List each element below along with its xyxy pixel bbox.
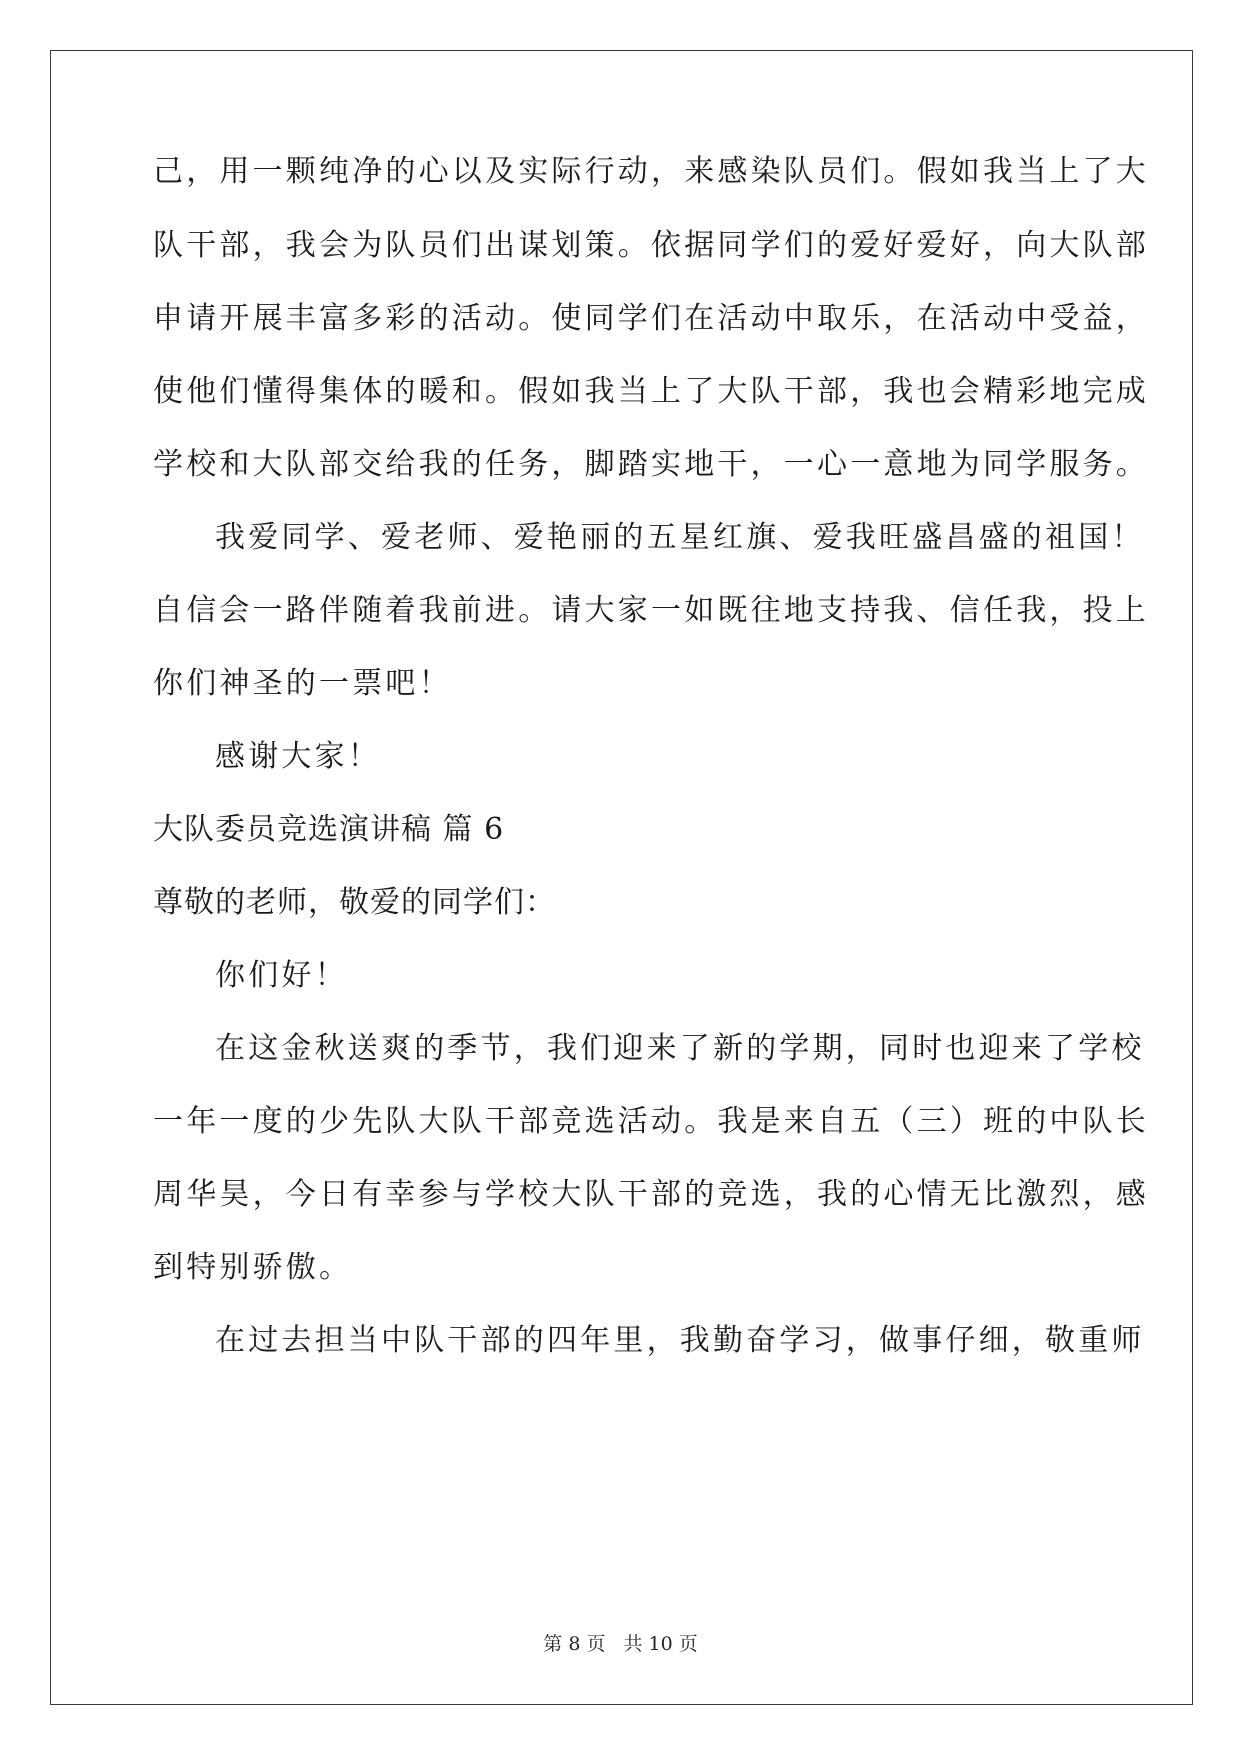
paragraph-first-line: 在这金秋送爽的季节，我们迎来了新的学期，同时也迎来了学校 [215, 1031, 1145, 1066]
body-text-line: 己，用一颗纯净的心以及实际行动，来感染队员们。假如我当上了大 [153, 154, 1149, 189]
body-text-line: 周华昊，今日有幸参与学校大队干部的竞选，我的心情无比激烈，感 [153, 1177, 1149, 1212]
body-text-line: 申请开展丰富多彩的活动。使同学们在活动中取乐，在活动中受益， [153, 301, 1149, 336]
body-text-line: 到特别骄傲。 [153, 1250, 353, 1285]
current-page-label: 第 8 页 [543, 1633, 606, 1655]
page-footer [0, 1632, 1241, 1656]
paragraph-first-line: 我爱同学、爱老师、爱艳丽的五星红旗、爱我旺盛昌盛的祖国！ [215, 520, 1145, 555]
salutation: 尊敬的老师，敬爱的同学们： [153, 885, 556, 920]
body-text-line: 自信会一路伴随着我前进。请大家一如既往地支持我、信任我，投上 [153, 593, 1149, 628]
body-text-line: 一年一度的少先队大队干部竞选活动。我是来自五（三）班的中队长 [153, 1104, 1149, 1139]
total-pages-label: 共 10 页 [623, 1633, 698, 1655]
paragraph-first-line: 感谢大家！ [215, 739, 381, 774]
body-text-line: 你们神圣的一票吧！ [153, 666, 452, 701]
section-heading: 大队委员竞选演讲稿 篇 6 [153, 812, 505, 847]
body-text-line: 使他们懂得集体的暖和。假如我当上了大队干部，我也会精彩地完成 [153, 374, 1149, 409]
paragraph-first-line: 在过去担当中队干部的四年里，我勤奋学习，做事仔细，敬重师 [215, 1323, 1145, 1358]
greeting: 你们好！ [215, 958, 348, 993]
body-text-line: 队干部，我会为队员们出谋划策。依据同学们的爱好爱好，向大队部 [153, 228, 1149, 263]
body-text-line: 学校和大队部交给我的任务，脚踏实地干，一心一意地为同学服务。 [153, 447, 1149, 482]
